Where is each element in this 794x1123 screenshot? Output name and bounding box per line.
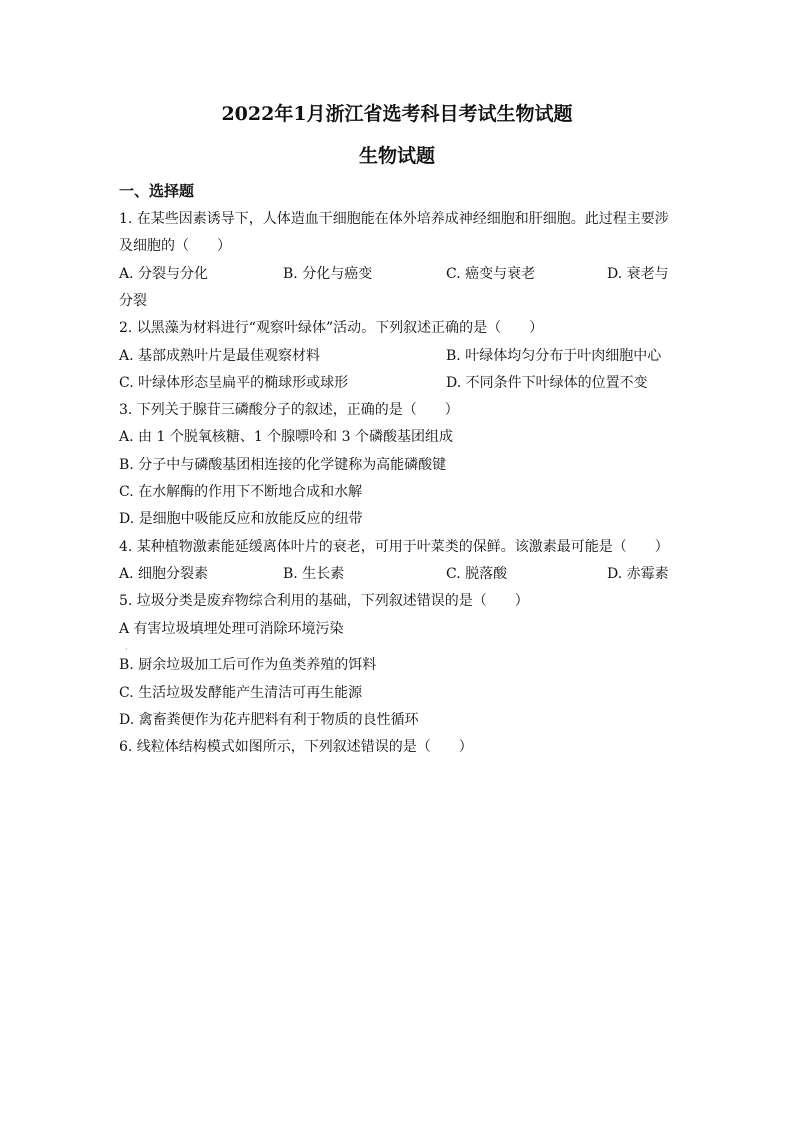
question-6-stem: 6. 线粒体结构模式如图所示，下列叙述错误的是（ ）: [119, 739, 473, 755]
question-1-option-a: A. 分裂与分化: [119, 266, 209, 282]
question-1-stem-line-2: 及细胞的（ ）: [119, 238, 231, 254]
document-subtitle: 生物试题: [358, 145, 435, 167]
question-2-option-d: D. 不同条件下叶绿体的位置不变: [446, 375, 648, 391]
question-5-option-d: D. 禽畜粪便作为花卉肥料有利于物质的良性循环: [119, 712, 419, 728]
question-2-option-c: C. 叶绿体形态呈扁平的椭球形或球形: [119, 375, 349, 391]
question-2-option-a: A. 基部成熟叶片是最佳观察材料: [119, 348, 321, 364]
question-3-option-a: A. 由 1 个脱氧核糖、1 个腺嘌呤和 3 个磷酸基团组成: [119, 429, 453, 445]
question-2-stem: 2. 以黑藻为材料进行“观察叶绿体”活动。下列叙述正确的是（ ）: [119, 320, 544, 336]
question-5-stem: 5. 垃圾分类是废弃物综合利用的基础，下列叙述错误的是（ ）: [119, 593, 529, 609]
question-4-option-b: B. 生长素: [283, 566, 345, 582]
question-4-stem: 4. 某种植物激素能延缓离体叶片的衰老，可用于叶菜类的保鲜。该激素最可能是（ ）: [119, 539, 669, 555]
question-5-option-a: A 有害垃圾填埋处理可消除环境污染: [119, 621, 344, 637]
question-1-option-d-wrap: 分裂: [119, 293, 147, 309]
question-3-option-d: D. 是细胞中吸能反应和放能反应的纽带: [119, 511, 363, 527]
question-1-option-b: B. 分化与癌变: [283, 266, 373, 282]
section-heading: 一、选择题: [119, 182, 195, 200]
question-3-option-b: B. 分子中与磷酸基团相连接的化学键称为高能磷酸键: [119, 457, 447, 473]
question-3-stem: 3. 下列关于腺苷三磷酸分子的叙述，正确的是（ ）: [119, 402, 459, 418]
question-4-option-c: C. 脱落酸: [446, 566, 508, 582]
question-3-option-c: C. 在水解酶的作用下不断地合成和水解: [119, 484, 363, 500]
document-title: 2022年1月浙江省选考科目考试生物试题: [221, 103, 573, 125]
question-1-option-c: C. 癌变与衰老: [446, 266, 536, 282]
question-4-option-a: A. 细胞分裂素: [119, 566, 209, 582]
question-2-option-b: B. 叶绿体均匀分布于叶肉细胞中心: [446, 348, 662, 364]
question-1-stem-line-1: 1. 在某些因素诱导下，人体造血干细胞能在体外培养成神经细胞和肝细胞。此过程主要涉: [119, 211, 669, 227]
question-1-option-d: D. 衰老与: [607, 266, 669, 282]
question-5-option-c: C. 生活垃圾发酵能产生清洁可再生能源: [119, 685, 363, 701]
question-5-option-b: B. 厨余垃圾加工后可作为鱼类养殖的饵料: [119, 657, 377, 673]
stray-dot-mark: ·: [125, 645, 128, 654]
question-4-option-d: D. 赤霉素: [607, 566, 669, 582]
